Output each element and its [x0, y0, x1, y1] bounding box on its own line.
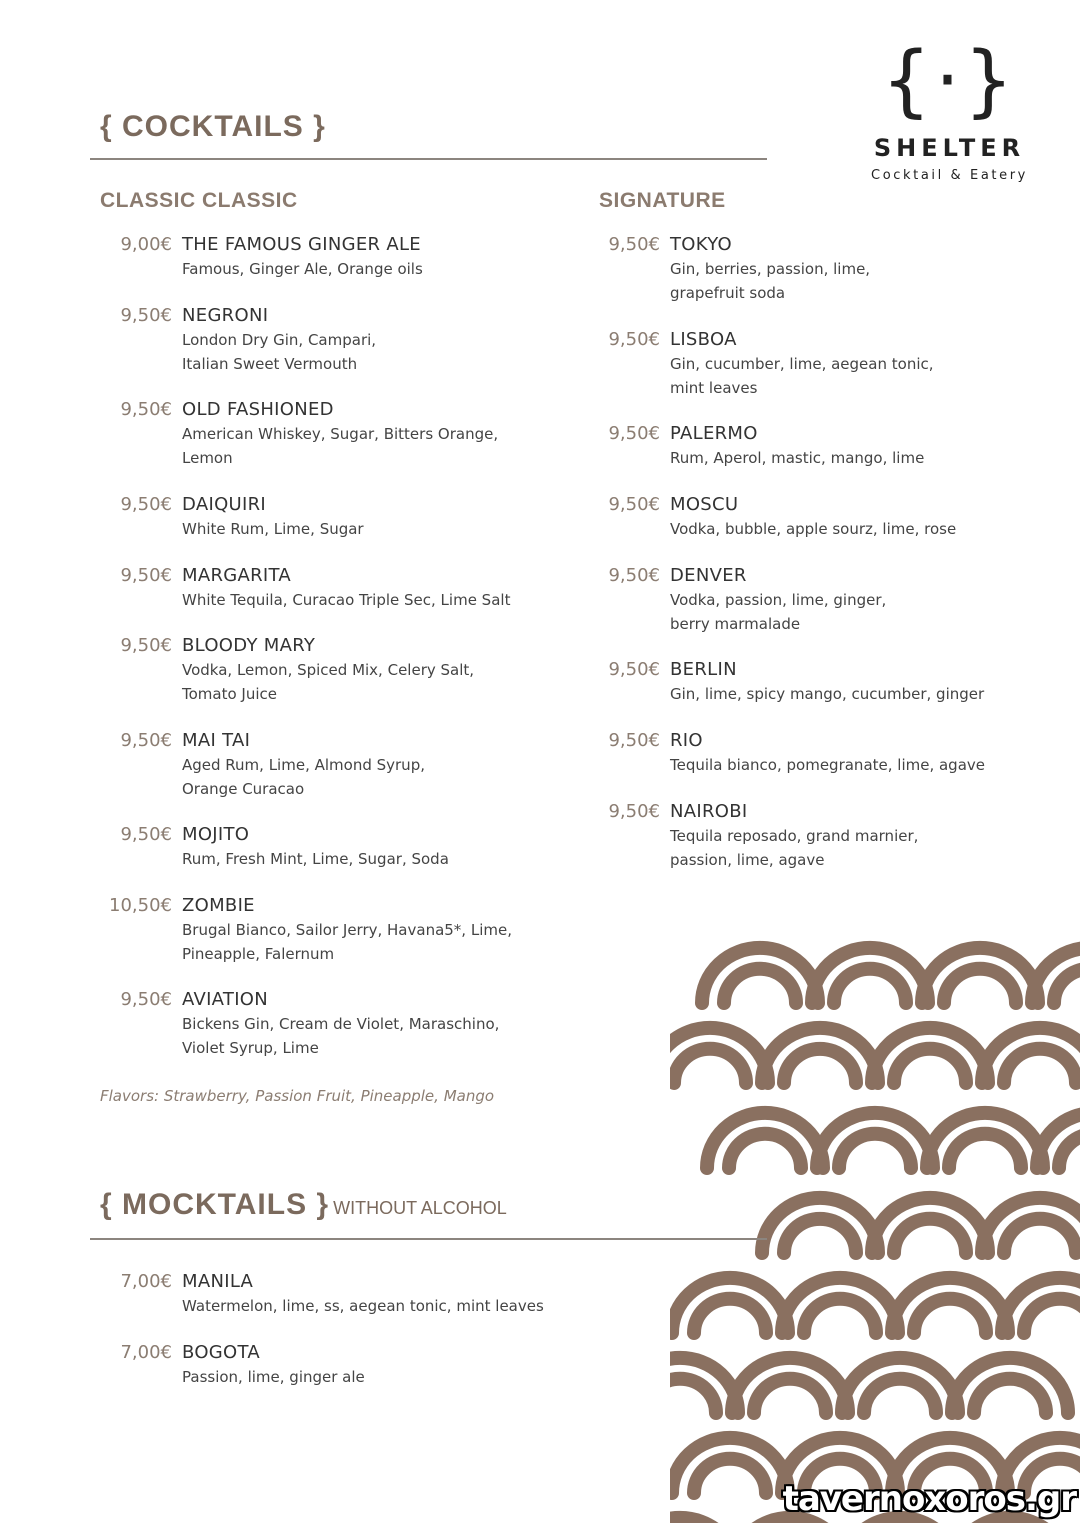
scale-arc	[694, 1299, 766, 1333]
mocktails-title-text: { MOCKTAILS }	[100, 1188, 330, 1221]
scale-arc	[804, 1299, 876, 1333]
item-info	[670, 564, 886, 636]
menu-item	[588, 729, 985, 777]
item-price: 9,50€	[608, 329, 660, 350]
scale-arc	[1004, 1049, 1076, 1083]
classic-heading: CLASSIC CLASSIC	[100, 189, 298, 212]
menu-item	[100, 1270, 544, 1318]
menu-item	[588, 233, 870, 305]
item-info	[670, 493, 956, 541]
item-description: London Dry Gin, Campari, Italian Sweet Vermouth	[182, 331, 377, 373]
item-price: 9,50€	[120, 305, 172, 326]
scale-arc	[724, 969, 796, 1003]
item-info	[182, 1270, 544, 1318]
scale-arc	[864, 1379, 936, 1413]
menu-item	[588, 328, 934, 400]
menu-item	[100, 894, 512, 966]
item-price: 9,50€	[120, 730, 172, 751]
menu-item	[100, 398, 498, 470]
scale-arc	[754, 1379, 826, 1413]
item-description: White Rum, Lime, Sugar	[182, 520, 364, 538]
item-name: DAIQUIRI	[182, 494, 267, 515]
item-description: Rum, Aperol, mastic, mango, lime	[670, 449, 925, 467]
item-price: 9,50€	[608, 494, 660, 515]
item-price: 9,50€	[120, 399, 172, 420]
item-name: BOGOTA	[182, 1342, 261, 1363]
item-info	[670, 800, 918, 872]
item-price: 10,50€	[109, 895, 172, 916]
scale-arc	[1054, 969, 1080, 1003]
scale-arc	[1059, 1134, 1080, 1168]
item-description: Gin, cucumber, lime, aegean tonic, mint leaves	[670, 355, 934, 397]
menu-item	[588, 564, 886, 636]
item-description: Passion, lime, ginger ale	[182, 1368, 365, 1386]
item-price: 9,50€	[120, 989, 172, 1010]
item-description: Tequila bianco, pomegranate, lime, agave	[670, 756, 985, 774]
item-description: Rum, Fresh Mint, Lime, Sugar, Soda	[182, 850, 449, 868]
scale-arc	[894, 1219, 966, 1253]
menu-item	[100, 634, 474, 706]
item-description: Bickens Gin, Cream de Violet, Maraschino, Violet Syrup, Lime	[182, 1015, 500, 1057]
item-name: MANILA	[182, 1271, 254, 1292]
item-description: Vodka, Lemon, Spiced Mix, Celery Salt, Tomato Juice	[182, 661, 475, 703]
scale-arc	[949, 1134, 1021, 1168]
item-name: MOSCU	[670, 494, 739, 515]
item-info	[670, 233, 870, 305]
mocktails-divider	[90, 1238, 767, 1240]
item-description: Aged Rum, Lime, Almond Syrup, Orange Curacao	[182, 756, 425, 798]
item-description: American Whiskey, Sugar, Bitters Orange, Lemon	[182, 425, 499, 467]
scale-arc	[784, 1049, 856, 1083]
item-name: OLD FASHIONED	[182, 399, 334, 420]
item-info	[670, 422, 924, 470]
item-name: LISBOA	[670, 329, 737, 350]
item-info	[182, 304, 376, 376]
menu-item	[100, 564, 510, 612]
cocktails-divider	[90, 158, 767, 160]
item-name: PALERMO	[670, 423, 758, 444]
logo-name: SHELTER	[873, 134, 1026, 162]
item-price: 7,00€	[120, 1271, 172, 1292]
item-name: DENVER	[670, 565, 747, 586]
item-info	[182, 729, 425, 801]
scale-arc	[784, 1219, 856, 1253]
scale-arc	[674, 1049, 746, 1083]
item-info	[182, 823, 449, 871]
item-description: White Tequila, Curacao Triple Sec, Lime Salt	[182, 591, 511, 609]
item-description: Famous, Ginger Ale, Orange oils	[182, 260, 423, 278]
item-description: Gin, lime, spicy mango, cucumber, ginger	[670, 685, 985, 703]
scale-arc	[839, 1134, 911, 1168]
cocktails-title: { COCKTAILS }	[100, 110, 326, 143]
scale-arc	[894, 1049, 966, 1083]
item-price: 9,50€	[608, 659, 660, 680]
scale-arc	[834, 969, 906, 1003]
item-description: Brugal Bianco, Sailor Jerry, Havana5*, Lime, Pineapple, Falernum	[182, 921, 512, 963]
shelter-logo	[862, 38, 1037, 183]
menu-item	[100, 1341, 365, 1389]
item-info	[182, 894, 512, 966]
item-description: Tequila reposado, grand marnier, passion, lime, agave	[670, 827, 919, 869]
item-name: BERLIN	[670, 659, 737, 680]
scale-arc	[729, 1134, 801, 1168]
scale-pattern-decoration	[670, 913, 1080, 1523]
item-info	[182, 398, 498, 470]
menu-item	[588, 422, 924, 470]
scale-arc	[1024, 1299, 1080, 1333]
item-info	[670, 658, 984, 706]
item-info	[670, 328, 934, 400]
scale-arc	[694, 1459, 766, 1493]
watermark: tavernoxoros.gr	[782, 1479, 1076, 1519]
menu-item	[100, 729, 425, 801]
flavors-note: Flavors: Strawberry, Passion Fruit, Pineapple, Mango	[100, 1087, 495, 1105]
scale-arc	[670, 1518, 738, 1523]
menu-item	[100, 988, 499, 1060]
mocktails-subtitle: WITHOUT ALCOHOL	[333, 1198, 507, 1218]
item-price: 9,50€	[608, 234, 660, 255]
signature-heading: SIGNATURE	[599, 189, 726, 212]
item-name: MAI TAI	[182, 730, 251, 751]
menu-item	[100, 233, 423, 281]
menu-item	[100, 304, 376, 376]
scale-arc	[1004, 1219, 1076, 1253]
item-name: RIO	[670, 730, 703, 751]
item-name: TOKYO	[670, 234, 733, 255]
menu-item	[588, 800, 918, 872]
item-info	[182, 988, 499, 1060]
item-price: 9,50€	[608, 565, 660, 586]
item-name: AVIATION	[182, 989, 269, 1010]
item-description: Vodka, bubble, apple sourz, lime, rose	[670, 520, 957, 538]
item-price: 9,00€	[120, 234, 172, 255]
scale-arc	[670, 1379, 716, 1413]
item-description: Vodka, passion, lime, ginger, berry marmalade	[670, 591, 887, 633]
scale-arc	[944, 969, 1016, 1003]
brace-dot-logo-icon: {·}	[881, 36, 1018, 126]
menu-item	[100, 493, 364, 541]
item-price: 9,50€	[608, 423, 660, 444]
item-name: THE FAMOUS GINGER ALE	[182, 234, 421, 255]
item-price: 9,50€	[120, 824, 172, 845]
item-info	[182, 493, 364, 541]
item-name: NEGRONI	[182, 305, 269, 326]
item-price: 9,50€	[120, 565, 172, 586]
menu-item	[588, 658, 984, 706]
item-info	[182, 634, 474, 706]
scale-arc	[914, 1299, 986, 1333]
mocktails-title	[100, 1188, 507, 1222]
item-info	[182, 1341, 365, 1389]
item-name: MARGARITA	[182, 565, 292, 586]
logo-tagline: Cocktail & Eatery	[871, 168, 1028, 183]
item-price: 9,50€	[120, 494, 172, 515]
item-info	[182, 233, 423, 281]
menu-item	[100, 823, 449, 871]
item-name: ZOMBIE	[182, 895, 255, 916]
item-description: Watermelon, lime, ss, aegean tonic, mint leaves	[182, 1297, 544, 1315]
item-price: 9,50€	[120, 635, 172, 656]
item-description: Gin, berries, passion, lime, grapefruit soda	[670, 260, 871, 302]
item-name: NAIROBI	[670, 801, 748, 822]
item-price: 9,50€	[608, 801, 660, 822]
item-name: BLOODY MARY	[182, 635, 316, 656]
scale-arc	[974, 1379, 1046, 1413]
item-info	[670, 729, 985, 777]
menu-item	[588, 493, 956, 541]
item-price: 9,50€	[608, 730, 660, 751]
item-info	[182, 564, 510, 612]
item-name: MOJITO	[182, 824, 250, 845]
item-price: 7,00€	[120, 1342, 172, 1363]
